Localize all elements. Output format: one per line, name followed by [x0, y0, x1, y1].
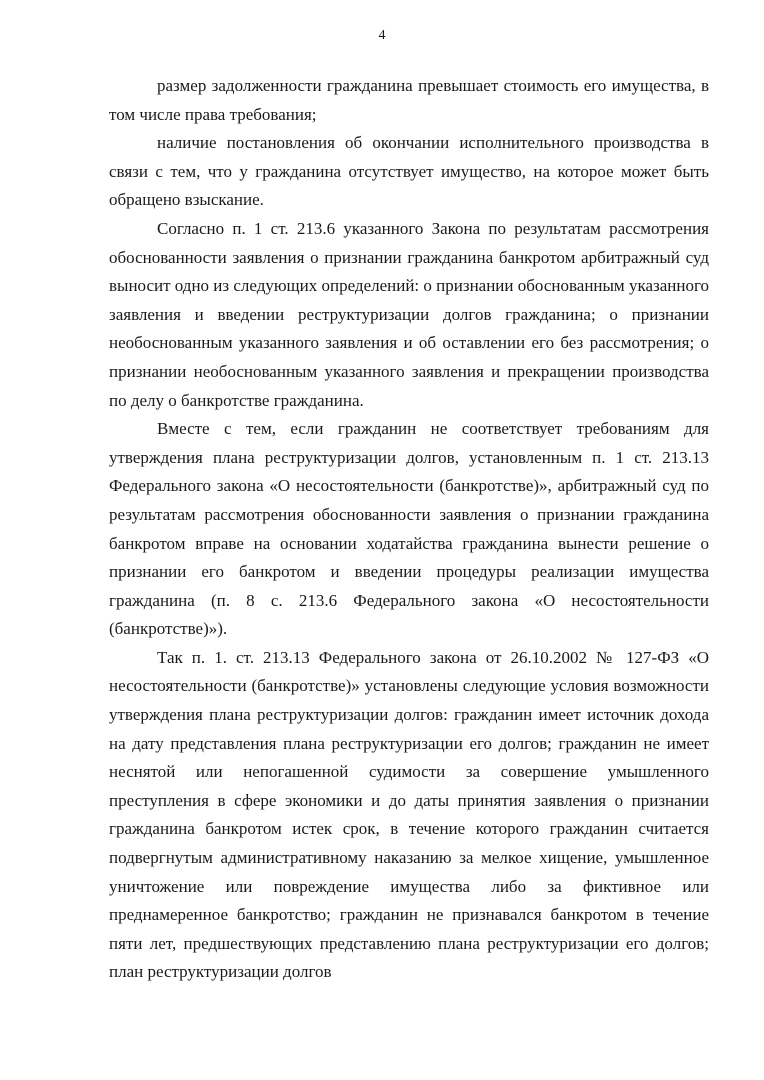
page-number: 4	[378, 28, 386, 43]
paragraph-article-213-6-rulings: Согласно п. 1 ст. 213.6 указанного Закона по результатам рассмотрения обоснованности заявления о признании гражданина банкротом арбитражный суд выносит одно из следующих определений: о признании обоснованным указанного заявления и введении реструктуризации долгов гражданина; о признании необоснованным указанного заявления и об оставлении его без рассмотрения; о признании необоснованным указанного заявления и прекращении производства по делу о банкротстве гражданина.	[109, 218, 709, 410]
document-body	[109, 72, 709, 987]
paragraph-enforcement-ended: наличие постановления об окончании исполнительного производства в связи с тем, что у гражданина отсутствует имущество, на которое может быть обращено взыскание.	[109, 133, 709, 210]
paragraph-debt-exceeds-property: размер задолженности гражданина превышает стоимость его имущества, в том числе права требования;	[109, 76, 709, 124]
paragraph-restructuring-conditions: Так п. 1. ст. 213.13 Федерального закона от 26.10.2002 № 127-ФЗ «О несостоятельности (банкротстве)» установлены следующие условия возможности утверждения плана реструктуризации долгов: гражданин имеет источник дохода на дату представления плана реструктуризации его долгов; гражданин не имеет неснятой или непогашенной судимости за совершение умышленного преступления в сфере экономики и до даты принятия заявления о признании гражданина банкротом истек срок, в течение которого гражданин считается подвергнутым административному наказанию за мелкое хищение, умышленное уничтожение или повреждение имущества либо за фиктивное или преднамеренное банкротство; гражданин не признавался банкротом в течение пяти лет, предшествующих представлению плана реструктуризации его долгов; план реструктуризации долгов	[109, 647, 709, 982]
paragraph-bankruptcy-decision: Вместе с тем, если гражданин не соответствует требованиям для утверждения плана реструктуризации долгов, установленным п. 1 ст. 213.13 Федерального закона «О несостоятельности (банкротстве)», арбитражный суд по результатам рассмотрения обоснованности заявления о признании гражданина банкротом вправе на основании ходатайства гражданина вынести решение о признании его банкротом и введении процедуры реализации имущества гражданина (п. 8 с. 213.6 Федерального закона «О несостоятельности (банкротстве)»).	[109, 419, 709, 639]
